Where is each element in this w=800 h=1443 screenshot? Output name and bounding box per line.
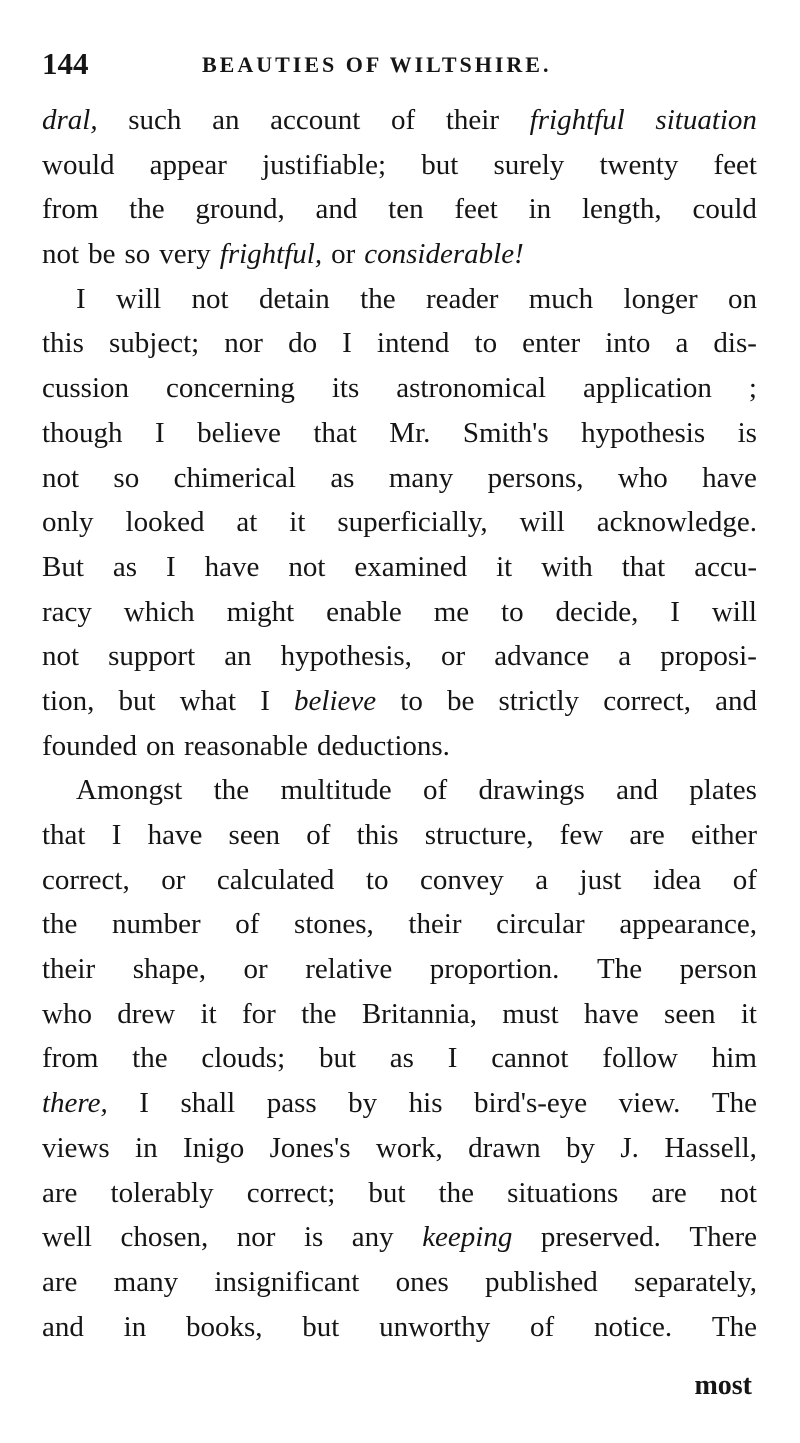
word: insignificant [214, 1265, 360, 1298]
text-line [42, 1215, 757, 1260]
word: but [318, 1042, 356, 1075]
word: accu- [694, 550, 757, 583]
running-title: BEAUTIES OF WILTSHIRE. [202, 52, 552, 77]
word: from [42, 193, 99, 226]
word: into [605, 327, 651, 360]
word: a [675, 327, 689, 360]
word: dis- [713, 327, 757, 360]
word: but [302, 1310, 340, 1343]
italic-word: dral, [42, 104, 98, 136]
text-line [42, 456, 757, 501]
word: feet [713, 148, 757, 181]
word: I [139, 1087, 149, 1120]
word: very [159, 238, 211, 271]
word: could [692, 193, 757, 226]
word: though [42, 416, 123, 449]
word: is [303, 1221, 324, 1254]
word: which [123, 595, 195, 628]
text-line [42, 679, 757, 724]
word: enable [326, 595, 402, 628]
word: such [128, 104, 182, 136]
word: or [441, 640, 466, 673]
word: on [146, 729, 176, 762]
word: to [400, 684, 423, 717]
word: it [289, 506, 306, 539]
word: but [118, 684, 156, 717]
word: appear [149, 148, 227, 181]
word: be [447, 684, 475, 717]
word: There [689, 1221, 757, 1254]
word: looked [125, 506, 205, 539]
word: clouds; [201, 1042, 286, 1075]
word: Mr. [389, 416, 431, 449]
word: by [348, 1087, 378, 1120]
word: correct, [603, 684, 691, 717]
word: believe [197, 416, 281, 449]
word: either [690, 819, 757, 851]
word: or [331, 238, 356, 271]
word: The [711, 1087, 757, 1120]
word: plates [689, 774, 757, 807]
word: of [422, 774, 448, 807]
word: it [200, 997, 217, 1030]
word: but [421, 148, 459, 181]
word: just [579, 863, 622, 896]
text-line [42, 768, 757, 813]
word: longer [623, 282, 698, 315]
word: have [204, 550, 260, 583]
text-line [42, 947, 757, 992]
word: to [365, 863, 389, 896]
word: not [719, 1176, 757, 1209]
word: J. [620, 1131, 639, 1164]
word: it [496, 550, 513, 583]
word: with [541, 550, 593, 583]
text-line [42, 902, 757, 947]
text-line [42, 232, 757, 277]
word: books, [185, 1310, 263, 1343]
word: support [108, 640, 196, 673]
word: the [360, 282, 396, 315]
word: of [235, 908, 260, 941]
word: that [313, 416, 357, 449]
word: what [179, 684, 237, 717]
word: hypothesis [581, 416, 706, 449]
word: tolerably [110, 1176, 214, 1209]
word: not [42, 238, 80, 271]
word: who [617, 461, 668, 494]
word: will [519, 506, 565, 539]
word: detain [258, 282, 330, 315]
text-line [42, 277, 757, 322]
word: for [241, 997, 276, 1030]
word: views [42, 1131, 110, 1164]
word: the [129, 193, 165, 226]
text-line [42, 1305, 757, 1350]
word: his [408, 1087, 443, 1120]
catchword: most [694, 1370, 752, 1401]
word: shall [180, 1087, 236, 1120]
page-body [42, 98, 757, 1349]
word: notice. [593, 1310, 673, 1343]
word: that [42, 819, 86, 851]
word: of [530, 1310, 555, 1343]
word: person [679, 953, 757, 986]
word: not [42, 640, 80, 673]
word: stones, [294, 908, 374, 941]
word: situations [507, 1176, 619, 1209]
word: I [166, 550, 176, 583]
italic-word: frightful, [219, 238, 323, 271]
text-line [42, 1171, 757, 1216]
word: proposi- [660, 640, 757, 673]
text-line [42, 411, 757, 456]
word: as [330, 461, 355, 494]
word: I [155, 416, 165, 449]
word: astronomical [396, 372, 547, 405]
word: But [42, 550, 84, 583]
word: structure, [424, 819, 534, 851]
word: I [111, 819, 122, 851]
word: only [42, 506, 94, 539]
word: Britannia, [361, 997, 477, 1030]
word: unworthy [379, 1310, 491, 1343]
word: Inigo [182, 1131, 245, 1164]
word: The [711, 1310, 757, 1343]
word: are [42, 1176, 78, 1209]
word: be [88, 238, 116, 271]
word: do [288, 327, 318, 360]
word: much [528, 282, 594, 315]
word: shape, [132, 953, 206, 986]
word: superficially, [337, 506, 488, 539]
word: enter [522, 327, 581, 360]
word: not [42, 461, 80, 494]
text-line [42, 992, 757, 1037]
page-header [42, 46, 757, 86]
text-line [42, 1036, 757, 1081]
word: of [306, 819, 331, 851]
word: cannot [491, 1042, 569, 1075]
text-line [42, 321, 757, 366]
word: I [342, 327, 352, 360]
word: are [629, 819, 665, 851]
word: Hassell, [664, 1131, 757, 1164]
word: drawings [478, 774, 585, 807]
word: deductions. [317, 729, 450, 762]
text-line [42, 143, 757, 188]
word: ten [388, 193, 424, 226]
word: are [42, 1265, 78, 1298]
word: chimerical [173, 461, 296, 494]
word: racy [42, 595, 92, 628]
word: feet [454, 193, 498, 226]
word: concerning [166, 372, 295, 405]
word: well [42, 1221, 92, 1254]
word: their [408, 908, 462, 941]
text-line [42, 366, 757, 411]
word: work, [375, 1131, 443, 1164]
word: in [123, 1310, 147, 1343]
word: ones [395, 1265, 449, 1298]
word: view. [618, 1087, 681, 1120]
word: its [331, 372, 360, 405]
word: tion, [42, 684, 95, 717]
word: decide, [555, 595, 639, 628]
word: few [559, 819, 604, 851]
word: ground, [195, 193, 285, 226]
word: I [447, 1042, 458, 1075]
word: of [732, 863, 757, 896]
word: in [135, 1131, 158, 1164]
word: the [132, 1042, 168, 1075]
word: drawn [468, 1131, 541, 1164]
word: account [270, 104, 361, 136]
word: nor [224, 327, 263, 360]
word: or [161, 863, 186, 896]
word: him [711, 1042, 757, 1075]
italic-word: believe [294, 684, 377, 717]
word: that [621, 550, 666, 583]
word: the [301, 997, 337, 1030]
word: chosen, [120, 1221, 209, 1254]
word: pass [266, 1087, 317, 1120]
text-line [42, 545, 757, 590]
word: length, [581, 193, 662, 226]
word: an [212, 104, 240, 136]
word: have [583, 997, 639, 1030]
text-line [42, 634, 757, 679]
word: number [112, 908, 201, 941]
word: or [243, 953, 268, 986]
word: the [213, 774, 250, 807]
word: multitude [280, 774, 392, 807]
word: must [502, 997, 559, 1030]
word: of [391, 104, 416, 136]
word: circular [496, 908, 585, 941]
italic-word: there, [42, 1087, 108, 1120]
word: relative [305, 953, 393, 986]
word: calculated [216, 863, 335, 896]
word: not [191, 282, 229, 315]
word: and [616, 774, 658, 807]
word: and [715, 684, 757, 717]
word: I [670, 595, 680, 628]
word: a [535, 863, 549, 896]
word: but [368, 1176, 406, 1209]
word: in [528, 193, 552, 226]
word: are [651, 1176, 687, 1209]
word: convey [419, 863, 504, 896]
word: seen [664, 997, 716, 1030]
word: will [711, 595, 757, 628]
word: so [124, 238, 151, 271]
text-line [42, 724, 757, 769]
text-line [42, 1260, 757, 1305]
word: preserved. [540, 1221, 661, 1254]
word: the [438, 1176, 474, 1209]
word: this [42, 327, 84, 360]
word: subject; [109, 327, 200, 360]
word: cussion [42, 372, 129, 405]
word: proportion. [429, 953, 560, 986]
word: intend [376, 327, 450, 360]
word: separately, [634, 1265, 757, 1298]
word: so [113, 461, 140, 494]
word: application [583, 372, 712, 405]
word: and [42, 1310, 84, 1343]
word: idea [652, 863, 702, 896]
word: twenty [599, 148, 679, 181]
word: on [728, 282, 757, 315]
word: seen [228, 819, 281, 851]
word: the [42, 908, 78, 941]
word: their [42, 953, 96, 986]
word: I [76, 282, 86, 315]
word: founded [42, 729, 138, 762]
word: published [485, 1265, 598, 1298]
word: hypothesis, [280, 640, 412, 673]
word: reader [425, 282, 499, 315]
italic-word: frightful [529, 104, 625, 136]
page-number: 144 [42, 46, 89, 81]
word: have [147, 819, 203, 851]
word: correct, [42, 863, 130, 896]
word: drew [117, 997, 176, 1030]
word: examined [354, 550, 468, 583]
text-line [42, 98, 757, 143]
text-line [42, 500, 757, 545]
word: to [474, 327, 498, 360]
word: have [702, 461, 757, 494]
word: justifiable; [262, 148, 387, 181]
word: as [389, 1042, 414, 1075]
text-line [42, 187, 757, 232]
text-line [42, 590, 757, 635]
word: I [260, 684, 270, 717]
word: any [351, 1221, 394, 1254]
word: this [356, 819, 399, 851]
italic-word: situation [655, 104, 757, 136]
word: correct; [246, 1176, 336, 1209]
word: Amongst [76, 774, 183, 807]
word: is [737, 416, 757, 449]
word: nor [236, 1221, 276, 1254]
word: many [388, 461, 454, 494]
word: advance [494, 640, 590, 673]
word: by [566, 1131, 596, 1164]
word: who [42, 997, 92, 1030]
word: many [113, 1265, 179, 1298]
word: me [433, 595, 470, 628]
word: their [445, 104, 499, 136]
word: would [42, 148, 115, 181]
text-line [42, 858, 757, 903]
word: it [740, 997, 757, 1030]
word: will [116, 282, 162, 315]
text-line [42, 813, 757, 858]
word: as [112, 550, 138, 583]
word: Smith's [462, 416, 549, 449]
text-line [42, 1126, 757, 1171]
word: surely [493, 148, 565, 181]
word: might [226, 595, 295, 628]
word: ; [748, 372, 757, 405]
word: The [596, 953, 643, 986]
word: Jones's [269, 1131, 351, 1164]
italic-word: keeping [422, 1221, 513, 1254]
word: appearance, [619, 908, 757, 941]
word: an [224, 640, 252, 673]
word: reasonable [184, 729, 309, 762]
word: strictly [498, 684, 580, 717]
word: not [288, 550, 326, 583]
italic-word: considerable! [364, 238, 524, 271]
word: a [618, 640, 632, 673]
word: and [315, 193, 358, 226]
word: bird's-eye [474, 1087, 588, 1120]
word: acknowledge. [596, 506, 757, 539]
word: from [42, 1042, 99, 1075]
word: persons, [487, 461, 584, 494]
text-line [42, 1081, 757, 1126]
word: follow [602, 1042, 678, 1075]
word: at [236, 506, 258, 539]
word: to [501, 595, 524, 628]
